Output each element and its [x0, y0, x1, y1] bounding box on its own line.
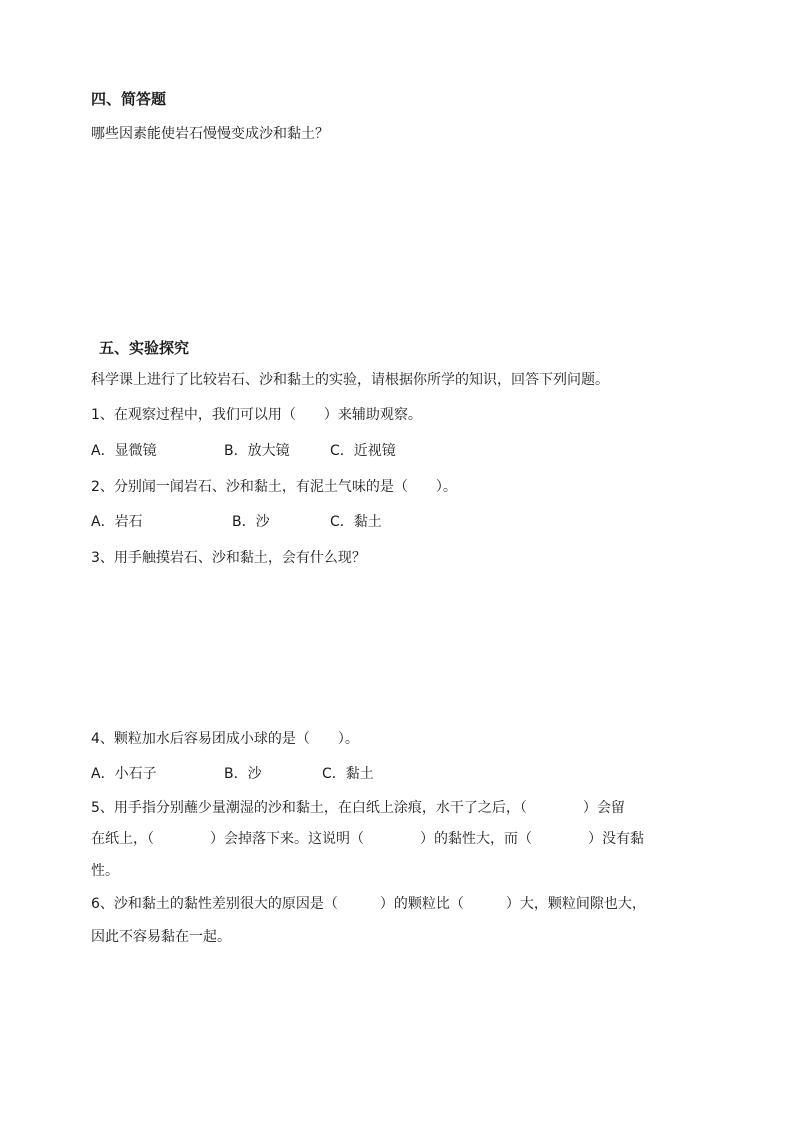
question-6-line-1: 6、沙和黏土的黏性差别很大的原因是（ ）的颗粒比（ ）大，颗粒间隙也大， — [91, 896, 646, 912]
section-5-intro: 科学课上进行了比较岩石、沙和黏土的实验，请根据你所学的知识，回答下列问题。 — [91, 372, 609, 388]
option-b: B．放大镜 — [224, 443, 290, 459]
question-2-stem: 2、分别闻一闻岩石、沙和黏土，有泥土气味的是（ ）。 — [91, 479, 457, 495]
question-4-stem: 4、颗粒加水后容易团成小球的是（ ）。 — [91, 731, 359, 747]
question-1-stem: 1、在观察过程中，我们可以用（ ）来辅助观察。 — [91, 407, 422, 423]
option-b: B．沙 — [224, 766, 262, 782]
question-6-line-2: 因此不容易黏在一起。 — [91, 929, 231, 945]
option-b: B．沙 — [232, 514, 270, 530]
option-c: C．黏土 — [330, 514, 382, 530]
question-5-line-1: 5、用手指分别蘸少量潮湿的沙和黏土，在白纸上涂痕，水干了之后，（ ）会留 — [91, 800, 625, 816]
option-a: A．岩石 — [91, 514, 143, 530]
section-4-question: 哪些因素能使岩石慢慢变成沙和黏土？ — [91, 126, 329, 142]
question-2-options — [91, 512, 382, 532]
question-5-line-2: 在纸上，（ ）会掉落下来。这说明（ ）的黏性大，而（ ）没有黏 — [91, 831, 644, 847]
question-5-line-3: 性。 — [91, 863, 119, 879]
question-1-options — [91, 441, 396, 461]
option-c: C．黏土 — [322, 766, 374, 782]
option-c: C．近视镜 — [330, 443, 396, 459]
option-a: A．显微镜 — [91, 443, 157, 459]
section-4-title: 四、简答题 — [91, 90, 167, 108]
option-a: A．小石子 — [91, 766, 157, 782]
question-3-stem: 3、用手触摸岩石、沙和黏土，会有什么现？ — [91, 550, 366, 566]
section-5-title: 五、实验探究 — [99, 339, 190, 357]
question-4-options — [91, 764, 374, 784]
